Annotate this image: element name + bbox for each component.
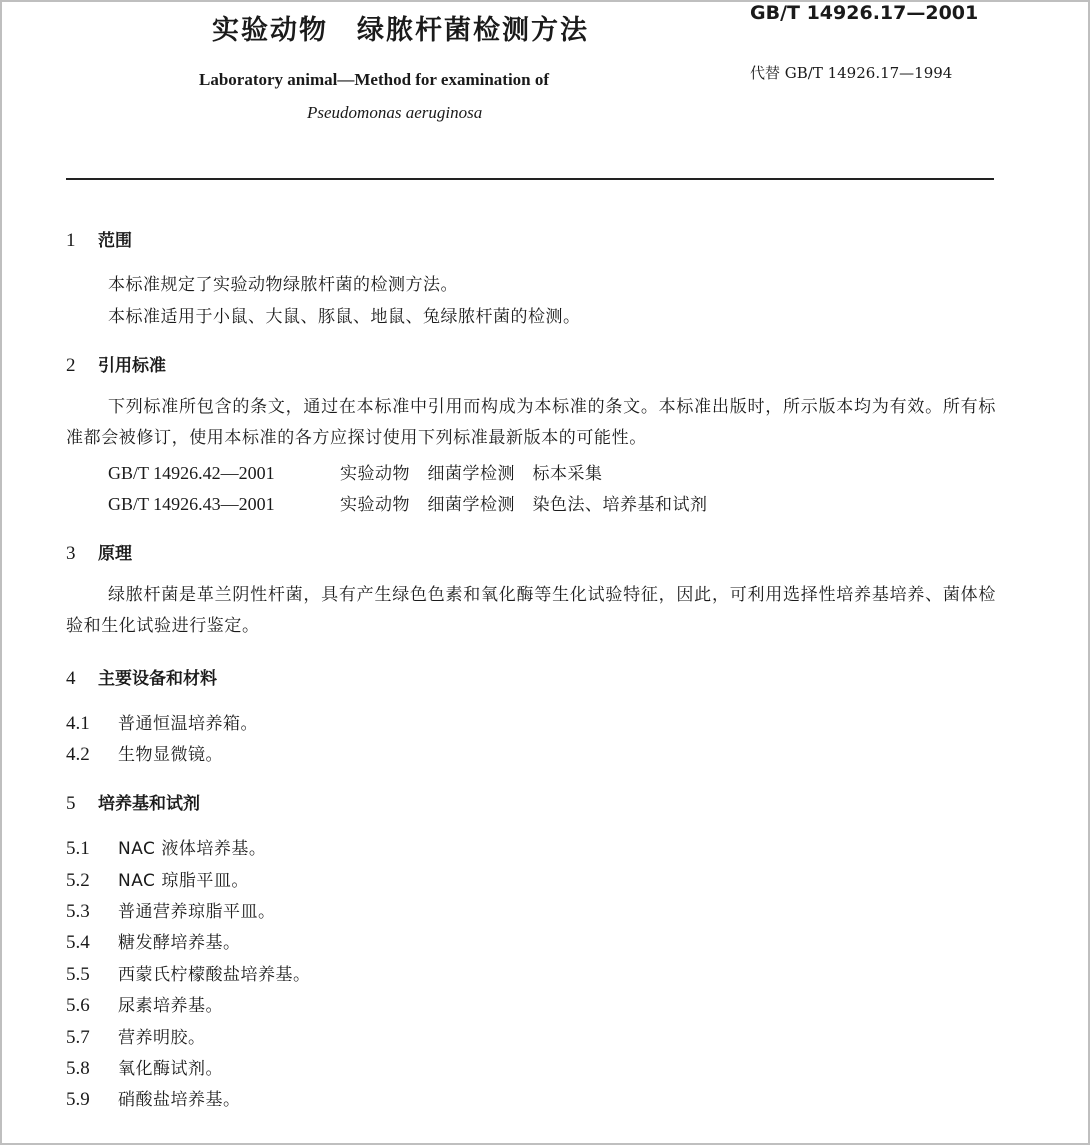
document-title-en-species: Pseudomonas aeruginosa: [307, 103, 483, 122]
section-3-heading: [66, 539, 132, 565]
reference-code: GB/T 14926.42—2001: [108, 463, 275, 483]
section-title: 原理: [98, 544, 132, 564]
reference-code: GB/T 14926.43—2001: [108, 494, 275, 514]
standard-code: GB/T 14926.17—2001: [750, 2, 979, 24]
item-number: 4.1: [66, 713, 90, 734]
item-number: 5.6: [66, 995, 90, 1016]
item-text: 普通恒温培养箱。: [118, 714, 258, 734]
list-item: [66, 897, 276, 923]
item-number: 5.2: [66, 870, 90, 891]
item-number: 4.2: [66, 744, 90, 765]
item-text: 硝酸盐培养基。: [118, 1090, 241, 1110]
document-title-en: Laboratory animal—Method for examination of: [199, 70, 550, 89]
section-2-heading: [66, 351, 166, 377]
list-item: [66, 709, 258, 735]
list-item: [66, 740, 223, 766]
list-item: [66, 991, 223, 1017]
section-title: 主要设备和材料: [98, 669, 217, 689]
section-title: 范围: [98, 231, 132, 251]
item-number: 5.1: [66, 838, 90, 859]
section-3-paragraph: 绿脓杆菌是革兰阴性杆菌，具有产生绿色色素和氧化酶等生化试验特征，因此，可利用选择性培养基培养、菌体检验和生化试验进行鉴定。: [66, 585, 996, 636]
section-title: 培养基和试剂: [98, 794, 200, 814]
section-title: 引用标准: [98, 356, 166, 376]
item-text: 西蒙氏柠檬酸盐培养基。: [118, 965, 311, 985]
section-number: 1: [66, 230, 76, 251]
list-item: [66, 960, 311, 986]
section-4-heading: [66, 664, 217, 690]
list-item: [66, 928, 241, 954]
item-number: 5.7: [66, 1027, 90, 1048]
item-text: 生物显微镜。: [118, 745, 223, 765]
section-5-heading: [66, 789, 200, 815]
list-item: [66, 1085, 241, 1111]
item-text: 糖发酵培养基。: [118, 933, 241, 953]
replaces-standard: 代替 GB/T 14926.17—1994: [750, 64, 953, 82]
reference-item: [108, 459, 603, 484]
item-text: 普通营养琼脂平皿。: [118, 902, 276, 922]
reference-name: 实验动物 细菌学检测 染色法、培养基和试剂: [340, 495, 708, 515]
section-number: 2: [66, 355, 76, 376]
list-item: [66, 1054, 223, 1080]
reference-name: 实验动物 细菌学检测 标本采集: [340, 464, 603, 484]
item-number: 5.9: [66, 1089, 90, 1110]
item-number: 5.3: [66, 901, 90, 922]
section-1-heading: [66, 226, 132, 252]
item-text: NAC 琼脂平皿。: [118, 871, 249, 891]
section-1-line-2: 本标准适用于小鼠、大鼠、豚鼠、地鼠、兔绿脓杆菌的检测。: [108, 307, 581, 327]
item-text: 氧化酶试剂。: [118, 1059, 223, 1079]
item-text: NAC 液体培养基。: [118, 839, 267, 859]
list-item: [66, 866, 249, 892]
item-number: 5.4: [66, 932, 90, 953]
item-text: 尿素培养基。: [118, 996, 223, 1016]
list-item: [66, 1023, 206, 1049]
list-item: [66, 834, 266, 860]
section-number: 3: [66, 543, 76, 564]
document-title-cn: 实验动物 绿脓杆菌检测方法: [212, 15, 589, 46]
header-divider: [66, 178, 994, 180]
section-number: 4: [66, 668, 76, 689]
section-2-paragraph: 下列标准所包含的条文，通过在本标准中引用而构成为本标准的条文。本标准出版时，所示版本均为有效。所有标准都会被修订，使用本标准的各方应探讨使用下列标准最新版本的可能性。: [66, 397, 996, 448]
item-text: 营养明胶。: [118, 1028, 206, 1048]
reference-item: [108, 490, 708, 515]
item-number: 5.5: [66, 964, 90, 985]
section-number: 5: [66, 793, 76, 814]
section-1-line-1: 本标准规定了实验动物绿脓杆菌的检测方法。: [108, 275, 458, 295]
item-number: 5.8: [66, 1058, 90, 1079]
